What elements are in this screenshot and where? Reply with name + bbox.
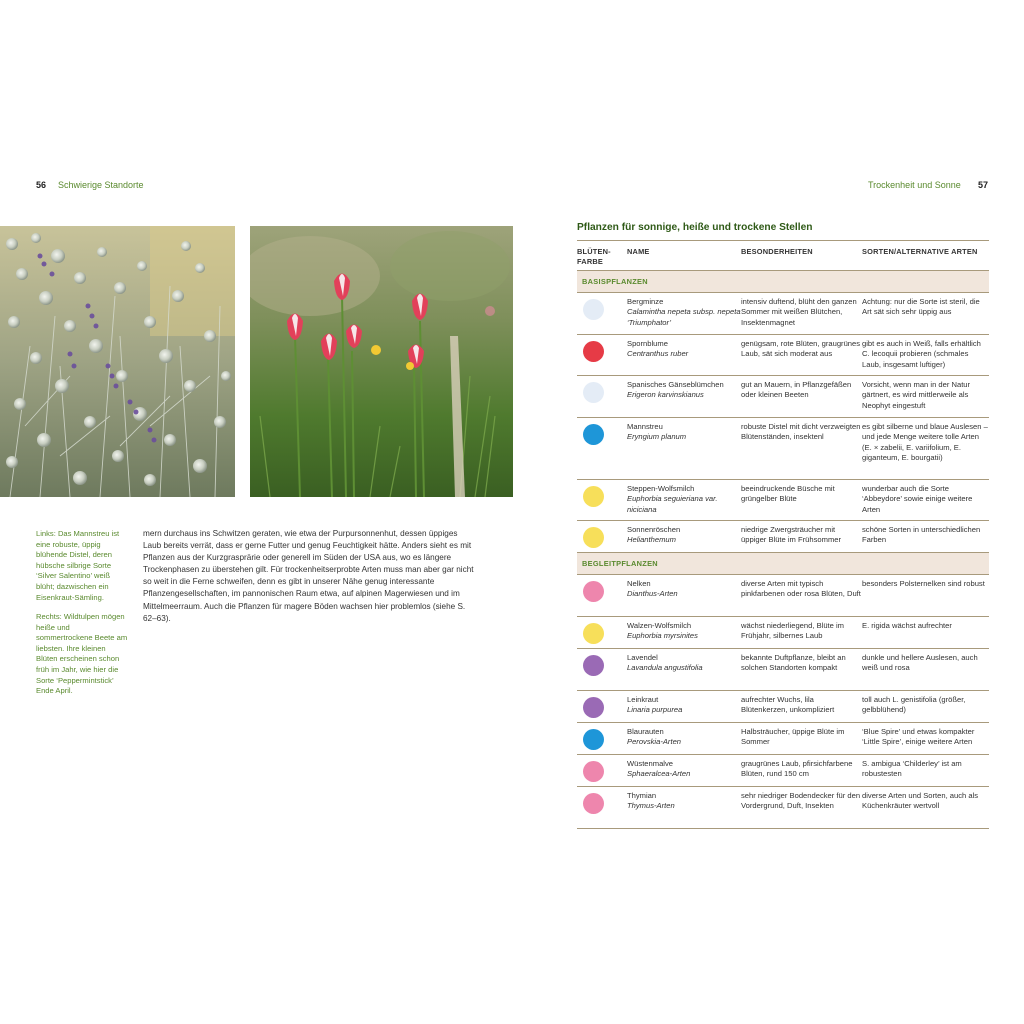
plant-latin-name: Sphaeralcea-Arten [627,769,691,779]
table-row [577,617,989,649]
plant-description: graugrünes Laub, pfirsichfarbene Blüten, rund 150 cm [741,759,853,779]
plant-description: sehr niedriger Bodendecker für den Vordergrund, Duft, Insekten [741,791,861,811]
plant-varieties: gibt es auch in Weiß, falls erhältlich C. lecoquii probieren (schmales Laub, insgesamt luftiger) [862,339,981,369]
header-bluetenfarbe: BLÜTEN- FARBE [577,247,611,266]
flower-color-dot [583,729,604,750]
caption-left-photo: Links: Das Mannstreu ist eine robuste, üppig blühende Distel, deren hübsche silbrige Sorte ‘Silver Salentino’ weiß blüht; dazwischen ein Eisenkraut-Sämling. [36,529,120,602]
header-besonderheiten: BESONDERHEITEN [741,247,813,256]
plant-description: diverse Arten mit typisch pinkfarbenen oder rosa Blüten, Duft [741,579,861,599]
flower-color-dot [583,623,604,644]
left-page-number: 56 [36,180,47,190]
plant-name: Lavendel [627,653,658,662]
plant-description: aufrechter Wuchs, lila Blütenkerzen, unkompliziert [741,695,835,715]
plant-description: Halbsträucher, üppige Blüte im Sommer [741,727,845,747]
plant-latin-name: Perovskia-Arten [627,737,682,747]
plant-name: Thymian [627,791,657,800]
flower-color-dot [583,761,604,782]
flower-color-dot [583,424,604,445]
flower-color-dot [583,793,604,814]
table-row [577,480,989,521]
plant-description: intensiv duftend, blüht den ganzen Sommer mit weißen Blütchen, Insektenmagnet [741,297,857,327]
photo-wild-tulips [250,226,513,497]
plant-varieties: diverse Arten und Sorten, auch als Küchenkräuter wertvoll [862,791,979,811]
body-paragraph: mern durchaus ins Schwitzen geraten, wie etwa der Purpursonnenhut, dessen üppiges Laub bereits verrät, dass er gerne Futter und genug Feuchtigkeit hätte. Anders sieht es mit Pflanzen aus der Kurzgrasprärie oder generell im Süden der USA aus, wo es längere Trockenphasen zu überstehen gilt. Für trockenheitserprobte Arten muss man aber gar nicht so weit in die Ferne schweifen, denn es gibt in unserer Nähe genug interessante Pflanzengesellschaften, im pannonischen Raum etwa, auf alpinen Magerwiesen und im Mittelmeerraum. Auch die Pflanzen für magere Böden wachsen hier problemlos (siehe S. 62–63). [143,529,474,623]
plant-description: beeindruckende Büsche mit grüngelber Blüte [741,484,835,504]
right-page-number: 57 [978,180,989,190]
plant-varieties: Achtung: nur die Sorte ist steril, die Art sät sich sehr üppig aus [862,297,980,317]
plant-latin-name: Calamintha nepeta subsp. nepeta ‘Triumphator’ [627,307,741,327]
flower-color-dot [583,382,604,403]
caption-right-photo: Rechts: Wildtulpen mögen heiße und sommertrockene Beete am liebsten. Ihre kleinen Blüten erscheinen schon früh im Jahr, wie hier die Sorte ‘Peppermintstick’ Ende April. [36,612,128,696]
plant-latin-name: Erigeron karvinskianus [627,390,704,400]
plant-latin-name: Dianthus-Arten [627,589,678,599]
plant-name: Mannstreu [627,422,663,431]
plant-varieties: E. rigida wächst aufrechter [862,621,952,630]
plant-description: gut an Mauern, in Pflanzgefäßen oder kleinen Beeten [741,380,852,400]
plant-description: wächst niederliegend, Blüte im Frühjahr, silbernes Laub [741,621,844,641]
plant-latin-name: Eryngium planum [627,432,687,442]
plant-varieties: wunderbar auch die Sorte ‘Abbeydore’ sowie einige weitere Arten [862,484,973,514]
plant-description: robuste Distel mit dicht verzweigten Blütenständen, insektenl [741,422,861,442]
plant-description: niedrige Zwergsträucher mit üppiger Blüte im Frühsommer [741,525,842,545]
table-row [577,723,989,755]
plant-description: bekannte Duftpflanze, bleibt an solchen Standorten kompakt [741,653,846,673]
section-begleitpflanzen: BEGLEITPFLANZEN [577,553,989,575]
flower-color-dot [583,697,604,718]
plant-varieties: ‘Blue Spire’ und etwas kompakter ‘Little Spire’, einige weitere Arten [862,727,975,747]
plant-latin-name: Centranthus ruber [627,349,689,359]
plant-name: Spanisches Gänseblümchen [627,380,724,389]
table-row [577,376,989,418]
flower-color-dot [583,341,604,362]
left-running-head: Schwierige Standorte [58,180,144,190]
plant-name: Blaurauten [627,727,664,736]
table-row [577,691,989,723]
plant-name: Spornblume [627,339,668,348]
table-row [577,521,989,553]
plant-name: Sonnenröschen [627,525,681,534]
table-row [577,335,989,376]
plant-latin-name: Lavandula angustifolia [627,663,703,673]
flower-color-dot [583,527,604,548]
right-running-head: Trockenheit und Sonne [868,180,961,190]
table-row [577,418,989,480]
plant-varieties: Vorsicht, wenn man in der Natur gärtnert, es wird mittlerweile als Neophyt eingestuft [862,380,971,410]
flower-color-dot [583,581,604,602]
plant-name: Steppen-Wolfsmilch [627,484,695,493]
table-row [577,293,989,335]
table-row [577,787,989,829]
table-title: Pflanzen für sonnige, heiße und trockene Stellen [577,222,813,233]
flower-color-dot [583,655,604,676]
plant-name: Bergminze [627,297,664,306]
table-row [577,575,989,617]
section-basispflanzen: BASISPFLANZEN [577,271,989,293]
table-row [577,755,989,787]
plant-table [577,240,989,829]
plant-latin-name: Linaria purpurea [627,705,683,715]
photo-eryngium-thistles [0,226,235,497]
flower-color-dot [583,299,604,320]
plant-latin-name: Euphorbia seguieriana var. niciciana [627,494,718,514]
plant-varieties: dunkle und hellere Auslesen, auch weiß und rosa [862,653,978,673]
plant-name: Walzen-Wolfsmilch [627,621,692,630]
plant-name: Nelken [627,579,651,588]
plant-latin-name: Helianthemum [627,535,676,545]
plant-varieties: besonders Polsternelken sind robust [862,579,985,588]
header-sorten: SORTEN/ALTERNATIVE ARTEN [862,247,978,256]
plant-description: genügsam, rote Blüten, graugrünes Laub, sät sich moderat aus [741,339,861,359]
header-name: NAME [627,247,650,256]
flower-color-dot [583,486,604,507]
plant-varieties: toll auch L. genistifolia (größer, gelbblühend) [862,695,966,715]
table-header [577,241,989,271]
table-row [577,649,989,691]
plant-latin-name: Euphorbia myrsinites [627,631,698,641]
plant-name: Wüstenmalve [627,759,674,768]
plant-latin-name: Thymus-Arten [627,801,675,811]
plant-name: Leinkraut [627,695,659,704]
plant-varieties: es gibt silberne und blaue Auslesen – und jede Menge weitere tolle Arten (E. × zabelii, E. variifolium, E. giganteum, E. bourgatii) [862,422,988,463]
plant-varieties: schöne Sorten in unterschiedlichen Farben [862,525,981,545]
plant-varieties: S. ambigua ‘Childerley’ ist am robustesten [862,759,962,779]
